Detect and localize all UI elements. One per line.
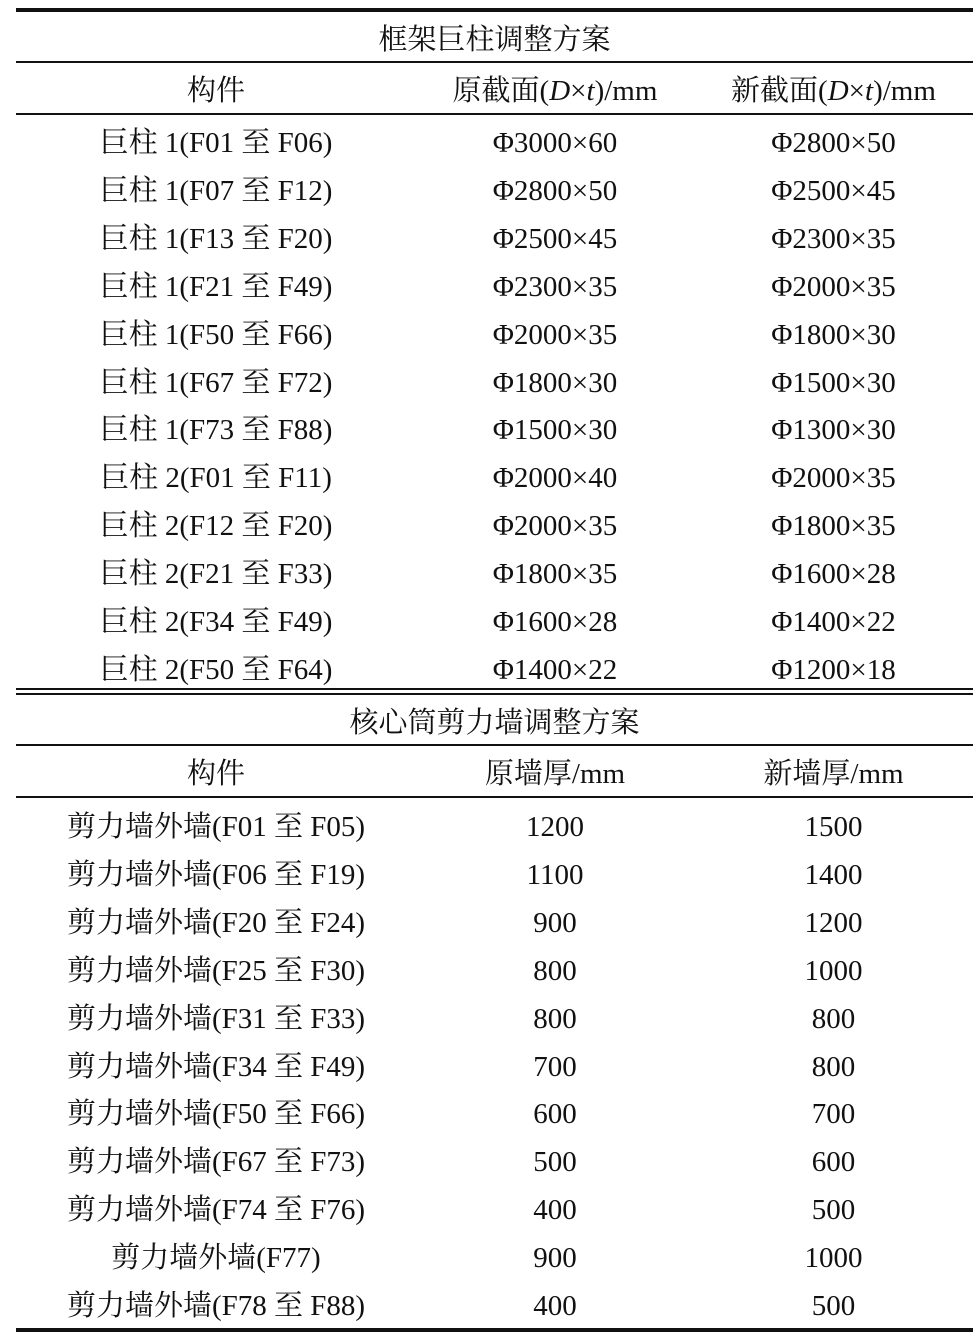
table-cell: 剪力墙外墙(F31 至 F33) — [66, 1002, 366, 1035]
table-cell: Φ2000×35 — [771, 462, 896, 495]
table-cell: Φ1600×28 — [492, 606, 618, 638]
d-symbol: D — [549, 75, 571, 107]
t-symbol: t — [865, 75, 874, 107]
table-cell: 500 — [811, 1290, 856, 1322]
table-cell: 1400 — [804, 858, 863, 891]
table-cell: Φ1400×22 — [492, 653, 618, 686]
table-cell: 剪力墙外墙(F20 至 F24) — [66, 906, 366, 939]
table-row — [16, 1043, 973, 1091]
d-symbol: D — [827, 75, 849, 107]
table-cell: Φ3000×60 — [492, 127, 618, 159]
table-cell: Φ2500×45 — [771, 174, 896, 207]
table-cell: 巨柱 2(F01 至 F11) — [100, 462, 332, 495]
table-cell: 剪力墙外墙(F77) — [111, 1242, 321, 1275]
rule — [16, 113, 973, 115]
table-cell: 巨柱 2(F34 至 F49) — [99, 606, 333, 638]
table-row — [16, 550, 973, 598]
column-header: 构件 — [186, 758, 245, 790]
table-cell: 巨柱 1(F21 至 F49) — [99, 270, 333, 303]
table-row — [16, 119, 973, 167]
table-row — [16, 803, 973, 851]
table-row — [16, 406, 973, 454]
table-cell: 1000 — [804, 954, 863, 987]
table-cell: Φ1300×30 — [771, 414, 896, 447]
rule — [16, 744, 973, 746]
table-cell: 巨柱 2(F12 至 F20) — [99, 510, 333, 543]
table-cell: 1200 — [804, 906, 863, 939]
table-row — [16, 502, 973, 550]
column-header: 新截面(D×t)/mm — [731, 75, 936, 107]
top-rule — [16, 8, 973, 12]
table-row — [16, 851, 973, 899]
table-cell: 巨柱 1(F13 至 F20) — [99, 222, 333, 255]
table-cell: Φ1800×30 — [771, 318, 896, 351]
table-cell: 400 — [533, 1194, 577, 1227]
table-cell: 900 — [533, 1242, 577, 1275]
table-cell: 500 — [811, 1194, 856, 1227]
table-cell: Φ1800×35 — [771, 510, 896, 543]
table-cell: 800 — [533, 954, 577, 987]
table-cell: 900 — [533, 906, 577, 939]
table-cell: Φ2000×35 — [492, 510, 618, 543]
table-cell: 剪力墙外墙(F74 至 F76) — [66, 1194, 366, 1227]
table-cell: Φ2000×35 — [771, 270, 896, 303]
table-cell: 巨柱 1(F73 至 F88) — [99, 414, 333, 447]
table-cell: 700 — [533, 1050, 577, 1083]
table-row — [16, 995, 973, 1043]
column-header: 原截面(D×t)/mm — [452, 75, 658, 107]
table-row — [16, 359, 973, 407]
table-row — [16, 454, 973, 502]
table-cell: Φ2500×45 — [492, 222, 618, 255]
table-row — [16, 311, 973, 359]
rule — [16, 61, 973, 63]
table-cell: Φ2800×50 — [771, 127, 896, 159]
table-cell: 800 — [811, 1050, 856, 1083]
table-cell: Φ2000×35 — [492, 318, 618, 351]
table-row — [16, 1138, 973, 1186]
table-cell: Φ2300×35 — [492, 270, 618, 303]
table-cell: 1000 — [804, 1242, 863, 1275]
table-cell: 巨柱 1(F01 至 F06) — [99, 127, 333, 159]
table-cell: 剪力墙外墙(F34 至 F49) — [66, 1050, 366, 1083]
table-row — [16, 598, 973, 646]
table-cell: 巨柱 1(F07 至 F12) — [99, 174, 333, 207]
section2-header-row — [16, 750, 973, 798]
table-cell: 800 — [811, 1002, 856, 1035]
table-cell: 600 — [533, 1098, 577, 1131]
table-cell: Φ1600×28 — [771, 558, 896, 591]
t-symbol: t — [586, 75, 595, 107]
table-cell: 巨柱 2(F50 至 F64) — [99, 653, 333, 686]
table-row — [16, 215, 973, 263]
table-cell: 剪力墙外墙(F50 至 F66) — [66, 1098, 366, 1131]
table-cell: 巨柱 1(F50 至 F66) — [99, 318, 333, 351]
table-cell: 巨柱 1(F67 至 F72) — [99, 366, 333, 399]
table-row — [16, 646, 973, 694]
table-cell: 700 — [811, 1098, 856, 1131]
table-cell: Φ1500×30 — [771, 366, 896, 399]
table-cell: 1500 — [804, 811, 863, 843]
table-row — [16, 1186, 973, 1234]
table-cell: Φ2000×40 — [492, 462, 618, 495]
table-cell: 500 — [533, 1146, 577, 1179]
section2-title: 核心筒剪力墙调整方案 — [349, 707, 640, 739]
table-cell: 剪力墙外墙(F25 至 F30) — [66, 954, 366, 987]
table-cell: 1100 — [526, 858, 584, 891]
section1-header-row — [16, 67, 973, 115]
table-cell: Φ2300×35 — [771, 222, 896, 255]
column-header: 构件 — [186, 75, 245, 107]
table-row — [16, 1282, 973, 1330]
column-header: 新墙厚/mm — [763, 758, 904, 790]
table-row — [16, 947, 973, 995]
table-cell: 巨柱 2(F21 至 F33) — [99, 558, 333, 591]
table-row — [16, 263, 973, 311]
table-cell: Φ1200×18 — [771, 653, 896, 686]
bottom-rule — [16, 1328, 973, 1332]
table-cell: 400 — [533, 1290, 577, 1322]
table-row — [16, 1234, 973, 1282]
table-cell: Φ1500×30 — [492, 414, 618, 447]
table-cell: 600 — [811, 1146, 856, 1179]
table-cell: Φ1800×30 — [492, 366, 618, 399]
table-cell: 1200 — [526, 811, 584, 843]
table-cell: 800 — [533, 1002, 577, 1035]
double-rule-top — [16, 688, 973, 690]
table-row — [16, 1090, 973, 1138]
table-cell: 剪力墙外墙(F06 至 F19) — [66, 858, 366, 891]
rule — [16, 796, 973, 798]
table-row — [16, 899, 973, 947]
table-cell: Φ1400×22 — [771, 606, 896, 638]
column-header: 原墙厚/mm — [484, 758, 626, 790]
double-rule-bottom — [16, 693, 973, 695]
table-row — [16, 167, 973, 215]
table-cell: 剪力墙外墙(F67 至 F73) — [66, 1146, 366, 1179]
section1-title: 框架巨柱调整方案 — [378, 24, 611, 56]
table-cell: 剪力墙外墙(F01 至 F05) — [66, 811, 366, 843]
table-cell: Φ2800×50 — [492, 174, 618, 207]
table-cell: 剪力墙外墙(F78 至 F88) — [66, 1290, 366, 1322]
table-cell: Φ1800×35 — [492, 558, 618, 591]
